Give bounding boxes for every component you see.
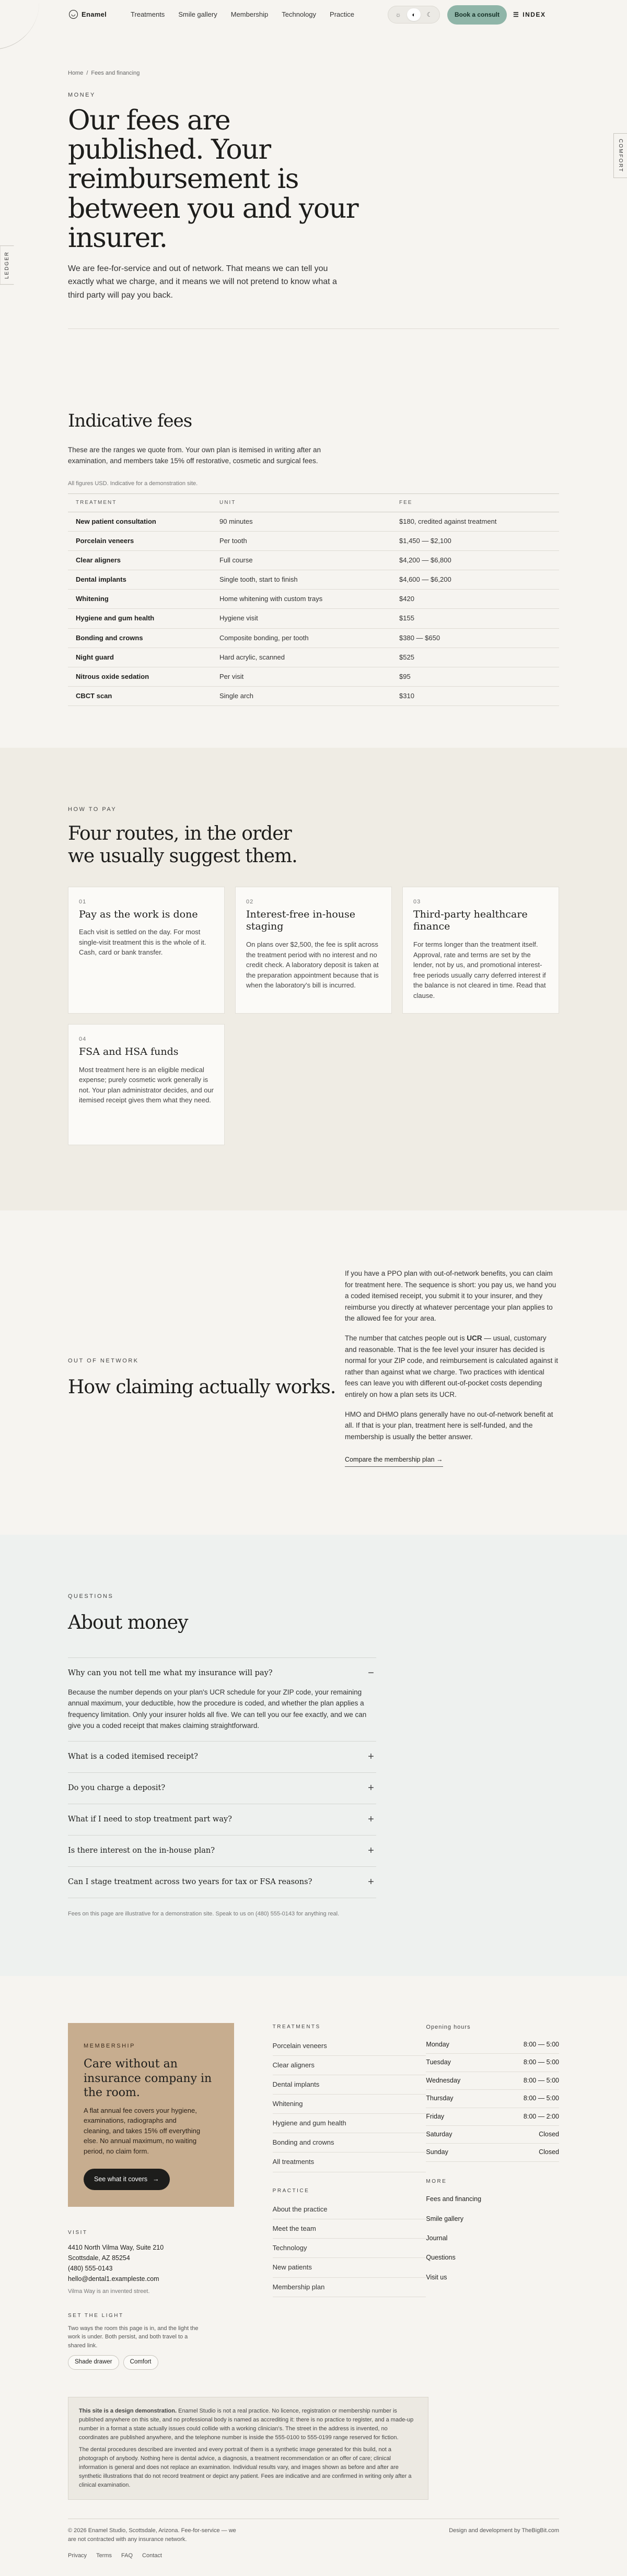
table-row	[68, 551, 559, 570]
route-card	[402, 887, 559, 1014]
privacy-link[interactable]: Privacy	[68, 2551, 87, 2560]
faq-question-text: Can I stage treatment across two years for tax or FSA reasons?	[68, 1876, 312, 1888]
membership-card	[68, 2023, 234, 2207]
table-row	[68, 628, 559, 648]
terms-link[interactable]: Terms	[96, 2551, 112, 2560]
table-cell: Composite bonding, per tooth	[212, 628, 391, 648]
contact-link[interactable]: Contact	[142, 2551, 162, 2560]
table-cell: $95	[391, 667, 559, 686]
hero-eyebrow: MONEY	[68, 91, 559, 100]
hours-row: Tuesday 8:00 — 5:00	[426, 2054, 559, 2072]
footer-link[interactable]: Hygiene and gum health	[273, 2114, 426, 2133]
page-title: Our fees are published. Your reimbursement is between you and your insurer.	[68, 106, 361, 253]
button-label: See what it covers	[94, 2174, 147, 2184]
email-link[interactable]: hello@dental1.exampleste.com	[68, 2274, 273, 2284]
routes-title: Four routes, in the order we usually suggest them.	[68, 822, 298, 867]
table-cell: Single tooth, start to finish	[212, 570, 391, 590]
side-tab-ledger[interactable]: LEDGER	[0, 245, 14, 285]
faq-link[interactable]: FAQ	[121, 2551, 133, 2560]
auto-theme-icon[interactable]: ◐	[407, 8, 421, 21]
faq-item-open	[68, 1658, 376, 1742]
table-cell: $4,200 — $6,800	[391, 551, 559, 570]
table-cell: $420	[391, 590, 559, 609]
card-body: For terms longer than the treatment itself. Approval, rate and terms are set by the lender, not by us, and promotional interest-free periods usually carry deferred interest if the balance is not cleared in time. Read that clause.	[413, 939, 548, 1001]
hours-row: Monday 8:00 — 5:00	[426, 2036, 559, 2054]
compare-membership-link[interactable]: Compare the membership plan →	[345, 1455, 443, 1466]
fees-section	[68, 329, 559, 748]
column-header: FEE	[391, 494, 559, 512]
faq-question-text: Do you charge a deposit?	[68, 1782, 165, 1794]
demo-disclaimer	[68, 2397, 428, 2500]
table-cell: $380 — $650	[391, 628, 559, 648]
route-card	[68, 887, 225, 1014]
credit-link[interactable]: Design and development by TheBigBit.com	[449, 2526, 559, 2544]
table-cell: $310	[391, 687, 559, 706]
table-row	[68, 590, 559, 609]
card-number: 04	[79, 1035, 214, 1044]
table-cell: Nitrous oxide sedation	[68, 667, 212, 686]
footer-link[interactable]: Journal	[426, 2229, 559, 2248]
table-cell: 90 minutes	[212, 512, 391, 531]
table-row	[68, 667, 559, 686]
footer-link[interactable]: All treatments	[273, 2152, 426, 2172]
route-card	[68, 1024, 225, 1145]
card-body: Each visit is settled on the day. For most single-visit treatment this is the whole of it. Cash, card or bank transfer.	[79, 927, 214, 958]
table-cell: Night guard	[68, 648, 212, 667]
header-actions	[388, 5, 545, 25]
fees-table	[68, 493, 559, 706]
faq-question[interactable]	[68, 1804, 376, 1836]
hours-row: Wednesday 8:00 — 5:00	[426, 2072, 559, 2090]
ucr-paragraph: The number that catches people out is UCR — usual, customary and reasonable. That is the fee level your insurer has decided is normal for your ZIP code, and reimbursement is calculated against it rather than against what we charge. Two practices with identical fees can leave you with different out-of-pocket costs depending entirely on how a plan sets its UCR.	[345, 1333, 559, 1401]
expand-icon[interactable]: +	[366, 1812, 376, 1828]
faq-question[interactable]	[68, 1867, 376, 1898]
hours-row: Sunday Closed	[426, 2144, 559, 2161]
table-cell: Hygiene and gum health	[68, 609, 212, 628]
breadcrumb	[68, 69, 559, 78]
faq-eyebrow: QUESTIONS	[68, 1592, 559, 1601]
faq-question[interactable]	[68, 1658, 376, 1689]
treatments-heading: TREATMENTS	[273, 2023, 426, 2031]
table-cell: $525	[391, 648, 559, 667]
footer-link[interactable]: Whitening	[273, 2095, 426, 2114]
table-cell: Per tooth	[212, 531, 391, 550]
table-cell: $155	[391, 609, 559, 628]
table-cell: Full course	[212, 551, 391, 570]
footer-link[interactable]: Membership plan	[273, 2278, 426, 2297]
hours-row: Thursday 8:00 — 5:00	[426, 2090, 559, 2108]
set-light-block	[68, 2312, 273, 2370]
visit-eyebrow: VISIT	[68, 2229, 273, 2237]
nav-membership[interactable]: Membership	[231, 9, 269, 20]
theme-switcher	[388, 6, 440, 23]
footer-link[interactable]: About the practice	[273, 2200, 426, 2219]
table-header-row	[68, 494, 559, 512]
card-number: 03	[413, 898, 548, 907]
light-body: Two ways the room this page is in, and the light the work is under. Both persist, and both travel to a shared link.	[68, 2324, 204, 2350]
copyright: © 2026 Enamel Studio, Scottsdale, Arizona. Fee-for-service — we are not contracted with any insurance network.	[68, 2526, 240, 2544]
footer-link[interactable]: Fees and financing	[426, 2190, 559, 2209]
table-cell: $1,450 — $2,100	[391, 531, 559, 550]
address	[68, 2242, 273, 2284]
nav-technology[interactable]: Technology	[282, 9, 316, 20]
see-coverage-button[interactable]	[84, 2169, 170, 2190]
column-header: UNIT	[212, 494, 391, 512]
phone-link[interactable]: (480) 555-0143	[68, 2263, 273, 2274]
hours-row: Friday 8:00 — 2:00	[426, 2108, 559, 2126]
route-card	[235, 887, 392, 1014]
table-cell: Dental implants	[68, 570, 212, 590]
footer-bottom	[68, 2519, 559, 2544]
expand-icon[interactable]: +	[366, 1749, 376, 1765]
table-cell: Single arch	[212, 687, 391, 706]
brand-logo[interactable]	[69, 9, 107, 20]
faq-answer: Because the number depends on your plan's UCR schedule for your ZIP code, your remaining annual maximum, your deductible, how the procedure is coded, and whether the plan applies a frequency limitation. Only your insurer holds all five. We can tell you our fee exactly, and we can give you a coded receipt that makes claiming straightforward.	[68, 1687, 376, 1732]
faq-note: Fees on this page are illustrative for a demonstration site. Speak to us on (480) 555-0143 for anything real.	[68, 1910, 559, 1919]
table-row	[68, 609, 559, 628]
footer-link[interactable]: Smile gallery	[426, 2209, 559, 2229]
expand-icon[interactable]: +	[366, 1843, 376, 1859]
light-eyebrow: SET THE LIGHT	[68, 2312, 273, 2320]
more-heading: MORE	[426, 2178, 559, 2186]
table-cell: Bonding and crowns	[68, 628, 212, 648]
site-header	[0, 0, 627, 29]
table-cell: $4,600 — $6,200	[391, 570, 559, 590]
card-title: FSA and HSA funds	[79, 1046, 214, 1058]
column-header: TREATMENT	[68, 494, 212, 512]
footer-link[interactable]: Visit us	[426, 2268, 559, 2287]
table-row	[68, 687, 559, 706]
disclaimer-paragraph: The dental procedures described are invented and every portrait of them is a synthetic image generated for this build, not a photograph of anybody. Nothing here is dental advice, a diagnosis, a treatment recommendation or an offer of care; clinical information is general and does not replace an examination. Individual results vary, and images shown as before and after are synthetic illustrations that do not record treatment or depict any patient. Fees are indicative and are confirmed in writing only after a clinical examination.	[79, 2445, 417, 2490]
footer-link[interactable]: Dental implants	[273, 2075, 426, 2095]
hours-row: Saturday Closed	[426, 2126, 559, 2144]
disclaimer-paragraph: This site is a design demonstration. Enamel Studio is not a real practice. No licence, registration or membership number is published anywhere on this site, and no professional body is named as accrediting it: there is no practice to register, and a made-up number in a format a state actually issues could collide with a working clinician's. The street in the address is invented, no coordinates are published anywhere, and the telephone number is inside the 555-0100 to 555-0199 range reserved for fiction.	[79, 2407, 417, 2442]
expand-icon[interactable]: +	[366, 1874, 376, 1890]
nav-smile-gallery[interactable]: Smile gallery	[178, 9, 217, 20]
dark-theme-icon[interactable]: ☾	[423, 8, 436, 21]
shade-drawer-button[interactable]: Shade drawer	[68, 2355, 119, 2370]
table-cell: Hygiene visit	[212, 609, 391, 628]
table-cell: Home whitening with custom trays	[212, 590, 391, 609]
fees-intro: These are the ranges we quote from. Your own plan is itemised in writing after an examination, and members take 15% off restorative, cosmetic and surgical fees.	[68, 445, 329, 467]
opening-hours	[426, 2023, 559, 2370]
table-row	[68, 531, 559, 550]
table-cell: New patient consultation	[68, 512, 212, 531]
legal-links	[68, 2551, 559, 2560]
table-cell: CBCT scan	[68, 687, 212, 706]
breadcrumb-current: Fees and financing	[91, 69, 140, 78]
brand-name: Enamel	[82, 9, 107, 20]
fees-note: All figures USD. Indicative for a demonstration site.	[68, 479, 559, 488]
membership-body: A flat annual fee covers your hygiene, examinations, radiographs and cleaning, and takes 15% off everything else. No annual maximum, no waiting period, no claim form.	[84, 2106, 204, 2157]
hero-body: We are fee-for-service and out of network. That means we can tell you exactly what we charge, and it means we will not pretend to know what a third party will pay you back.	[68, 262, 340, 302]
arrow-right-icon: →	[153, 2174, 159, 2184]
routes-eyebrow: HOW TO PAY	[68, 805, 559, 814]
footer-link[interactable]: Meet the team	[273, 2219, 426, 2239]
address-line: 4410 North Vilma Way, Suite 210	[68, 2242, 273, 2253]
card-body: On plans over $2,500, the fee is split across the treatment period with no interest and no credit check. A laboratory deposit is taken at the preparation appointment because that is when the laboratory's bill is incurred.	[246, 939, 381, 991]
faq-title: About money	[68, 1608, 559, 1638]
ucr-term: UCR	[467, 1334, 482, 1342]
card-title: Third-party healthcare finance	[413, 909, 548, 934]
faq-question-text: Why can you not tell me what my insurance will pay?	[68, 1667, 273, 1679]
footer-link[interactable]: Porcelain veneers	[273, 2037, 426, 2056]
footer-link[interactable]: Bonding and crowns	[273, 2133, 426, 2152]
breadcrumb-home[interactable]: Home	[68, 69, 83, 78]
out-of-network-section	[68, 1210, 559, 1535]
table-cell: Whitening	[68, 590, 212, 609]
membership-eyebrow: MEMBERSHIP	[84, 2042, 218, 2051]
faq-question[interactable]	[68, 1742, 376, 1773]
index-label: INDEX	[522, 10, 545, 20]
payment-routes-section	[0, 748, 627, 1210]
table-row	[68, 512, 559, 531]
faq-question[interactable]	[68, 1836, 376, 1867]
practice-heading: PRACTICE	[273, 2187, 426, 2195]
card-title: Interest-free in-house staging	[246, 909, 381, 934]
address-line: Scottsdale, AZ 85254	[68, 2253, 273, 2263]
index-menu-button[interactable]	[513, 10, 545, 20]
table-cell: Clear aligners	[68, 551, 212, 570]
footer-link[interactable]: Technology	[273, 2239, 426, 2258]
table-cell: $180, credited against treatment	[391, 512, 559, 531]
footer-link[interactable]: Clear aligners	[273, 2056, 426, 2075]
faq-question[interactable]	[68, 1773, 376, 1804]
membership-title: Care without an insurance company in the room.	[84, 2057, 218, 2100]
nav-treatments[interactable]: Treatments	[131, 9, 165, 20]
side-tab-comfort[interactable]: COMFORT	[613, 133, 627, 178]
faq-question-text: What is a coded itemised receipt?	[68, 1751, 198, 1762]
table-row	[68, 570, 559, 590]
nav-practice[interactable]: Practice	[330, 9, 354, 20]
card-number: 02	[246, 898, 381, 907]
footer-links	[273, 2023, 426, 2370]
ucr-title: How claiming actually works.	[68, 1373, 345, 1402]
hamburger-icon: ☰	[513, 10, 519, 20]
ucr-eyebrow: OUT OF NETWORK	[68, 1357, 345, 1366]
ucr-paragraph: If you have a PPO plan with out-of-network benefits, you can claim for treatment here. The sequence is short: you pay us, we hand you a coded itemised receipt, you submit it to your insurer, and they reimburse you directly at whatever percentage your plan applies to the allowed fee for your area.	[345, 1268, 559, 1324]
card-body: Most treatment here is an eligible medical expense; purely cosmetic work generally is not. Your plan administrator decides, and our itemised receipt gives them what they need.	[79, 1065, 214, 1105]
footer-link[interactable]: New patients	[273, 2258, 426, 2277]
breadcrumb-separator: /	[86, 69, 88, 78]
visit-block	[68, 2229, 273, 2296]
faq-question-text: What if I need to stop treatment part way?	[68, 1814, 232, 1825]
table-cell: Porcelain veneers	[68, 531, 212, 550]
light-theme-icon[interactable]: ☼	[391, 8, 405, 21]
collapse-icon[interactable]: −	[366, 1665, 376, 1681]
hours-heading: Opening hours	[426, 2023, 559, 2032]
site-footer	[68, 1976, 559, 2576]
table-cell: Hard acrylic, scanned	[212, 648, 391, 667]
routes-cards	[68, 887, 559, 1146]
comfort-button[interactable]: Comfort	[123, 2355, 158, 2370]
ucr-paragraph: HMO and DHMO plans generally have no out-of-network benefit at all. If that is your plan, treatment here is self-funded, and the membership is usually the better answer.	[345, 1409, 559, 1443]
faq-section	[0, 1535, 627, 1976]
table-row	[68, 648, 559, 667]
faq-question-text: Is there interest on the in-house plan?	[68, 1845, 215, 1856]
address-note: Vilma Way is an invented street.	[68, 2287, 273, 2296]
fees-title: Indicative fees	[68, 407, 559, 435]
card-title: Pay as the work is done	[79, 909, 214, 921]
hero-section	[68, 29, 559, 329]
expand-icon[interactable]: +	[366, 1780, 376, 1796]
book-consult-button[interactable]: Book a consult	[447, 5, 507, 25]
tooth-icon: ◡	[69, 10, 78, 19]
table-cell: Per visit	[212, 667, 391, 686]
faq-list	[68, 1657, 376, 1898]
card-number: 01	[79, 898, 214, 907]
footer-link[interactable]: Questions	[426, 2248, 559, 2267]
main-nav	[131, 9, 354, 20]
